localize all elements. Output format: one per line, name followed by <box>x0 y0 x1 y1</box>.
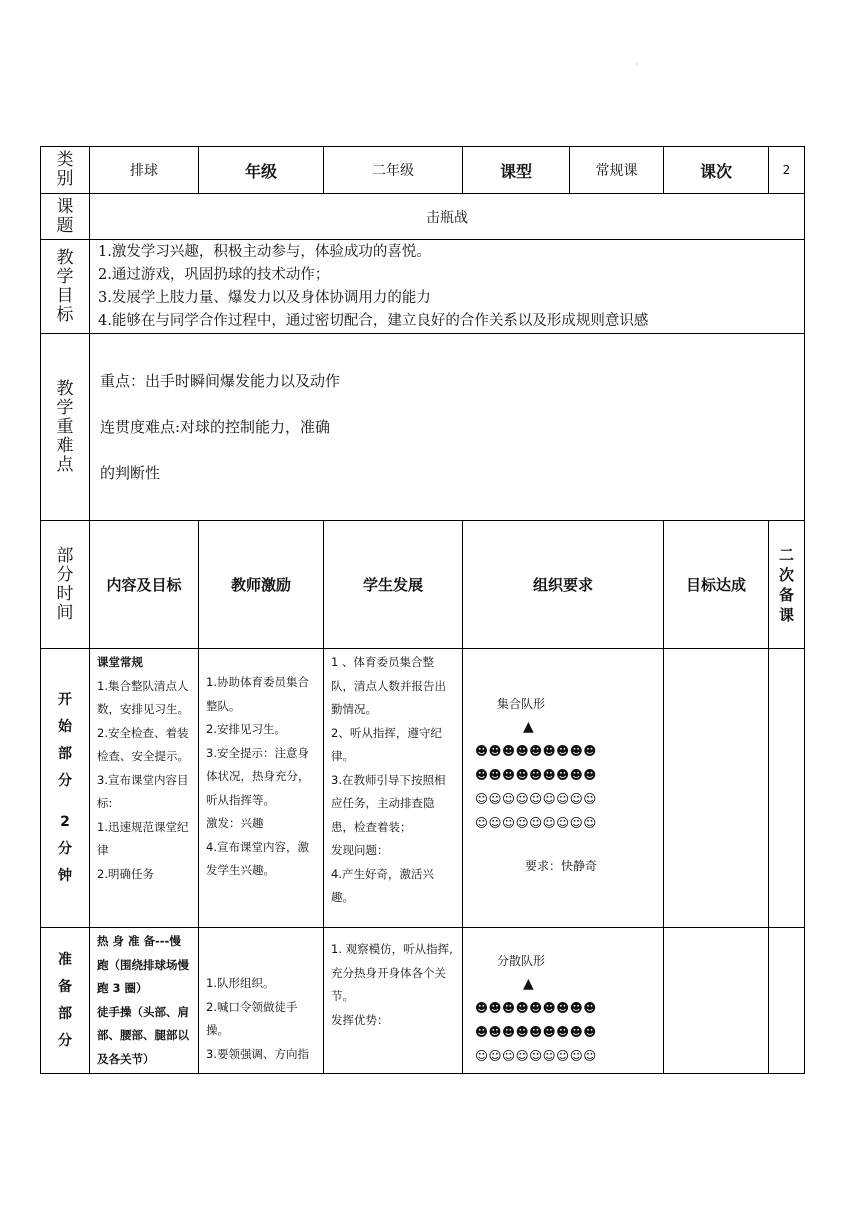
student-line: 3.在教师引导下按照相应任务，主动排查隐患，检查着装； <box>331 772 446 834</box>
grade-label: 年级 <box>199 147 324 194</box>
student-row-dark: ☻☻☻☻☻☻☻☻☻ <box>475 743 597 758</box>
content-line: 3.宣布课堂内容目标: <box>97 772 189 810</box>
student-row-light: ☺☺☺☺☺☺☺☺☺ <box>475 815 597 830</box>
teacher-line: 3.要领强调、方向指 <box>206 1046 309 1061</box>
student-line: 发挥优势： <box>331 1012 389 1027</box>
key-point-line: 连贯度难点:对球的控制能力，准确 <box>100 418 331 436</box>
key-point-line: 的判断性 <box>100 464 161 482</box>
col-second-prep: 二 次 备 课 <box>769 521 805 649</box>
student-row-dark: ☻☻☻☻☻☻☻☻☻ <box>475 1000 597 1015</box>
key-point-line: 重点：出手时瞬间爆发能力以及动作 <box>100 372 341 390</box>
teacher-position-icon: ▲ <box>523 719 534 735</box>
topic-value: 击瓶战 <box>90 194 805 240</box>
objectives-label: 教 学 目 标 <box>41 240 90 334</box>
category-value: 排球 <box>90 147 199 194</box>
student-row-light: ☺☺☺☺☺☺☺☺☺ <box>475 791 597 806</box>
formation-label: 集合队形 <box>497 697 546 711</box>
objective-item: 3.发展学上肢力量、爆发力以及身体协调用力的能力 <box>98 289 431 306</box>
section-time-value: 2 <box>60 813 70 830</box>
column-header-row <box>41 521 805 649</box>
content-cell-start <box>90 649 199 928</box>
student-line: 2、听从指挥，遵守纪律。 <box>331 725 442 763</box>
col-goal-reached: 目标达成 <box>664 521 769 649</box>
content-line: 徒手操（头部、肩部、腰部、腿部以及各关节） <box>97 1004 189 1066</box>
header-row <box>41 147 805 194</box>
content-cell-prep <box>90 928 199 1074</box>
objectives-row <box>41 240 805 334</box>
grade-value: 二年级 <box>324 147 463 194</box>
objective-item: 4.能够在与同学合作过程中，通过密切配合，建立良好的合作关系以及形成规则意识感 <box>98 312 649 329</box>
teacher-cell-prep <box>199 928 324 1074</box>
student-row-dark: ☻☻☻☻☻☻☻☻☻ <box>475 1024 597 1039</box>
teacher-line: 2.安排见习生。 <box>206 722 286 736</box>
formation-label: 分散队形 <box>497 954 546 968</box>
section-label-prep <box>41 928 90 1074</box>
type-label: 课型 <box>463 147 570 194</box>
session-value: 2 <box>769 147 805 194</box>
content-line: 热 身 准 备---慢跑（围绕排球场慢跑 3 圈） <box>97 934 189 995</box>
section-name: 开 始 部 分 <box>58 691 72 789</box>
teacher-line: 4.宣布课堂内容，激发学生兴趣。 <box>206 839 309 877</box>
section-row-prep <box>41 928 805 1074</box>
col-section-time: 部 分 时 间 <box>41 521 90 649</box>
content-line: 1.迅速规范课堂纪律 <box>97 819 189 857</box>
key-points-row <box>41 334 805 521</box>
teacher-line: 激发：兴趣 <box>206 816 264 830</box>
page-mark: · <box>636 60 639 69</box>
col-student: 学生发展 <box>324 521 463 649</box>
section-time-unit: 分 钟 <box>58 840 72 884</box>
student-line: 发现问题： <box>331 843 389 857</box>
col-teacher: 教师激励 <box>199 521 324 649</box>
key-points-label: 教 学 重 难 点 <box>41 334 90 521</box>
content-line: 2.明确任务 <box>97 866 154 881</box>
category-label: 类 别 <box>41 147 90 194</box>
objective-item: 1.激发学习兴趣，积极主动参与，体验成功的喜悦。 <box>98 243 431 260</box>
content-line: 课堂常规 <box>97 655 143 669</box>
content-line: 2.安全检查、着装检查、安全提示。 <box>97 725 189 763</box>
topic-row <box>41 194 805 240</box>
teacher-line: 1.队形组织。 <box>206 976 275 990</box>
student-cell-start <box>324 649 463 928</box>
organization-cell-start <box>463 649 664 928</box>
section-name: 准 备 部 分 <box>58 951 72 1049</box>
teacher-position-icon: ▲ <box>523 976 534 992</box>
goal-cell-start <box>664 649 769 928</box>
objective-item: 2.通过游戏，巩固扔球的技术动作； <box>98 266 330 283</box>
student-row-dark: ☻☻☻☻☻☻☻☻☻ <box>475 767 597 782</box>
key-points-text <box>90 334 805 521</box>
goal-cell-prep <box>664 928 769 1074</box>
lesson-plan-table <box>40 146 805 1074</box>
requirement-text: 要求：快静奇 <box>525 859 598 873</box>
student-line: 4.产生好奇，激活兴趣。 <box>331 866 434 904</box>
section-label-start <box>41 649 90 928</box>
second-prep-cell-start <box>769 649 805 928</box>
organization-cell-prep <box>463 928 664 1074</box>
teacher-line: 2.喊口令领做徒手操。 <box>206 999 298 1037</box>
section-row-start <box>41 649 805 928</box>
topic-label: 课 题 <box>41 194 90 240</box>
student-cell-prep <box>324 928 463 1074</box>
second-prep-cell-prep <box>769 928 805 1074</box>
student-line: 1 、体育委员集合整队，清点人数并报告出勤情况。 <box>331 655 446 716</box>
teacher-cell-start <box>199 649 324 928</box>
student-line: 1. 观察模仿，听从指挥,充分热身开身体各个关节。 <box>331 942 453 1003</box>
session-label: 课次 <box>664 147 769 194</box>
teacher-line: 1.协助体育委员集合整队。 <box>206 675 309 713</box>
teacher-line: 3.安全提示：注意身体状况，热身充分，听从指挥等。 <box>206 745 310 807</box>
type-value: 常规课 <box>570 147 664 194</box>
objectives-list <box>90 240 805 334</box>
col-organization: 组织要求 <box>463 521 664 649</box>
student-row-light: ☺☺☺☺☺☺☺☺☺ <box>475 1048 597 1063</box>
col-content: 内容及目标 <box>90 521 199 649</box>
content-line: 1.集合整队清点人数，安排见习生。 <box>97 678 189 716</box>
